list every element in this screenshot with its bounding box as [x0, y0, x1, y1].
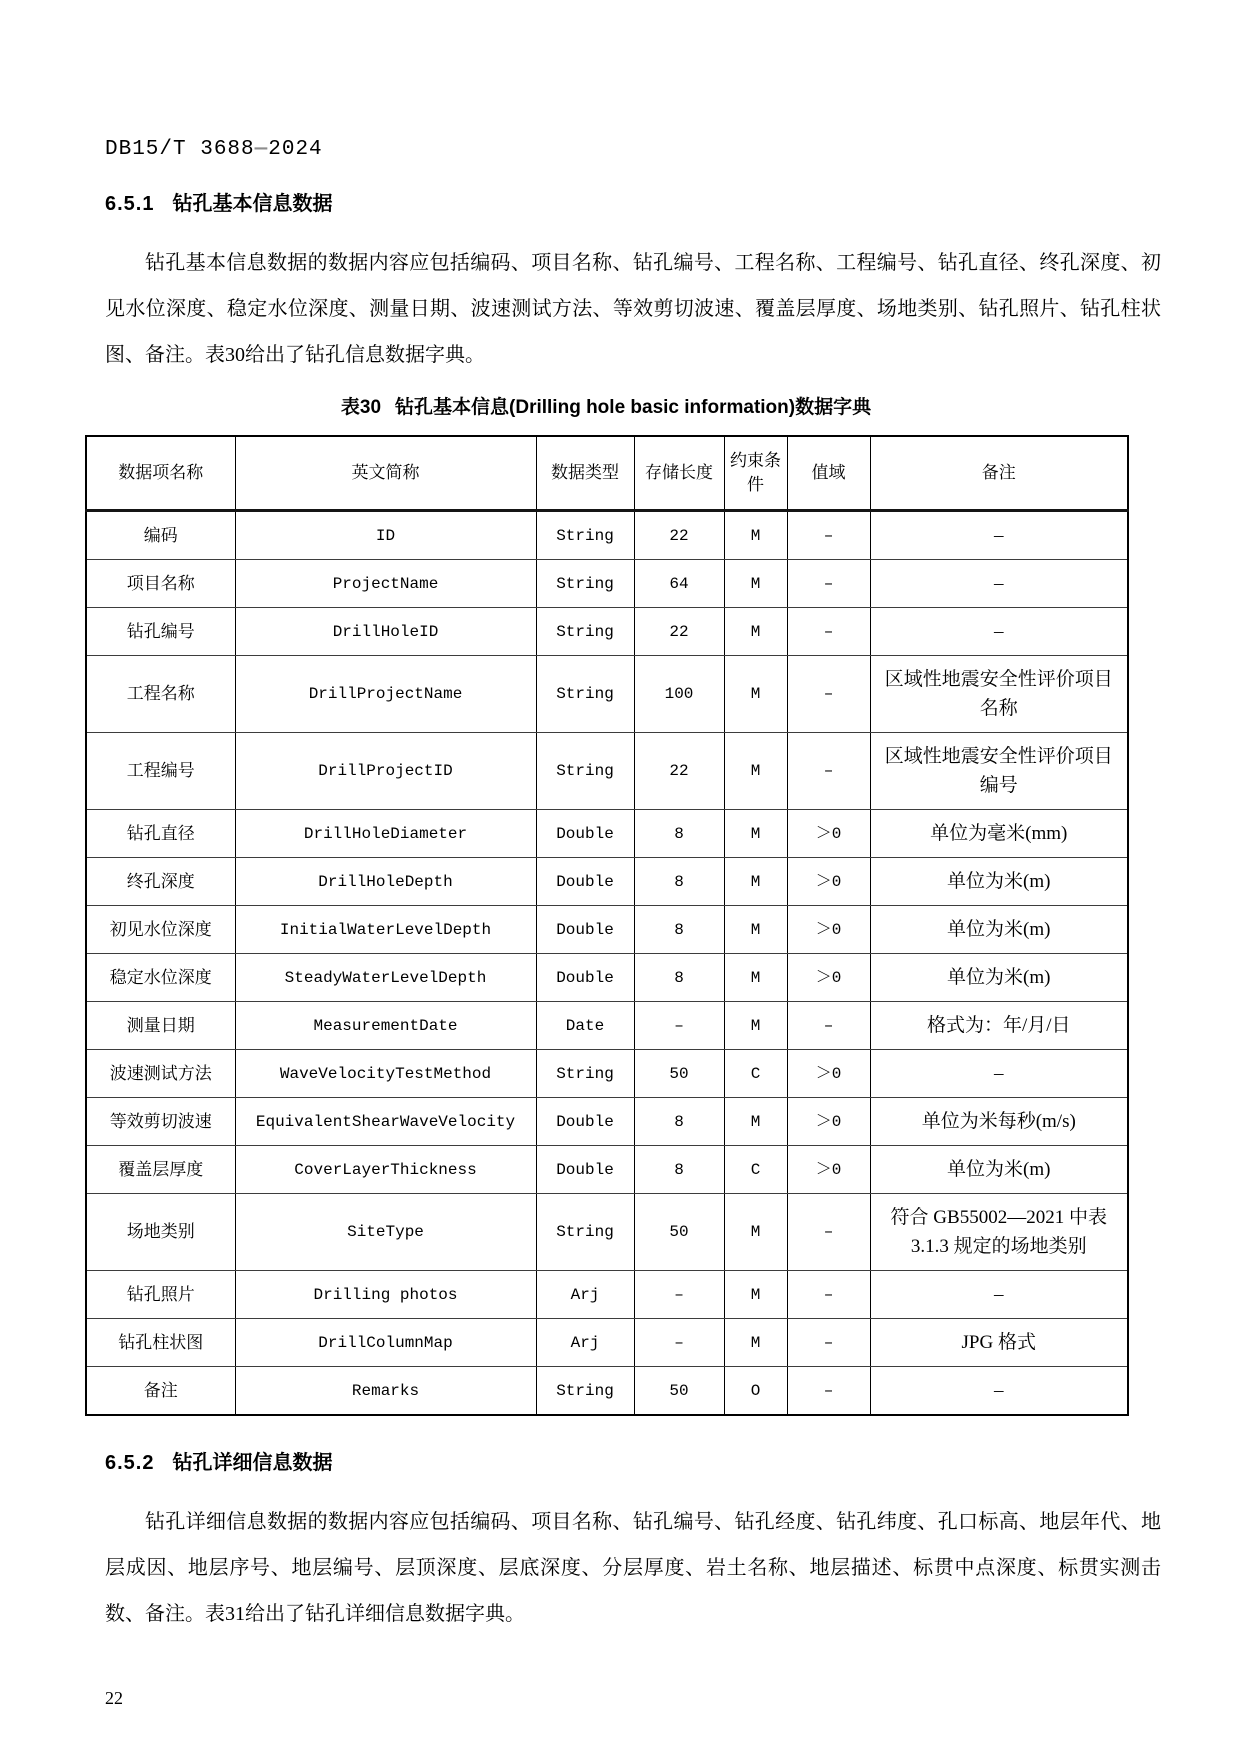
table-cell: 8	[634, 906, 724, 954]
table-row	[86, 1002, 1128, 1050]
standard-code	[105, 138, 1161, 161]
table-cell: Double	[536, 954, 634, 1002]
table-cell: 单位为毫米(mm)	[870, 810, 1128, 858]
table-cell: 波速测试方法	[86, 1050, 235, 1098]
table-cell: 项目名称	[86, 560, 235, 608]
table-cell: 单位为米每秒(m/s)	[870, 1098, 1128, 1146]
table-cell: Double	[536, 810, 634, 858]
table-cell: 钻孔柱状图	[86, 1319, 235, 1367]
table-cell: String	[536, 608, 634, 656]
table-cell: 8	[634, 954, 724, 1002]
section-title: 钻孔基本信息数据	[172, 193, 333, 215]
table-cell: String	[536, 656, 634, 733]
table-cell: 测量日期	[86, 1002, 235, 1050]
table-cell: 工程编号	[86, 733, 235, 810]
table-cell: –	[787, 1367, 870, 1416]
standard-code-prefix: DB15/T 3688	[105, 138, 255, 161]
table-cell: String	[536, 1367, 634, 1416]
table-cell: 单位为米(m)	[870, 858, 1128, 906]
table-row	[86, 1194, 1128, 1271]
table-cell: Double	[536, 858, 634, 906]
table-cell: C	[724, 1050, 787, 1098]
table-cell: –	[870, 1271, 1128, 1319]
table-cell: –	[787, 1002, 870, 1050]
table-row	[86, 511, 1128, 560]
table-cell: 100	[634, 656, 724, 733]
column-header: 英文简称	[235, 436, 536, 511]
table-cell: DrillProjectName	[235, 656, 536, 733]
table-row	[86, 1271, 1128, 1319]
table-row	[86, 810, 1128, 858]
table-cell: 钻孔照片	[86, 1271, 235, 1319]
section-heading-651	[105, 187, 1161, 216]
table-cell: Remarks	[235, 1367, 536, 1416]
table-cell: M	[724, 560, 787, 608]
table-row	[86, 954, 1128, 1002]
table-header-row	[86, 436, 1128, 511]
standard-code-year: 2024	[268, 138, 323, 161]
table-cell: 场地类别	[86, 1194, 235, 1271]
table-row	[86, 1098, 1128, 1146]
table-body	[86, 511, 1128, 1416]
table-cell: EquivalentShearWaveVelocity	[235, 1098, 536, 1146]
table-cell: DrillHoleDepth	[235, 858, 536, 906]
table-cell: SiteType	[235, 1194, 536, 1271]
table-cell: –	[634, 1271, 724, 1319]
table-cell: 22	[634, 511, 724, 560]
table-cell: Arj	[536, 1271, 634, 1319]
table-cell: –	[870, 560, 1128, 608]
table-cell: 50	[634, 1367, 724, 1416]
table-cell: 8	[634, 810, 724, 858]
table-caption-title: 钻孔基本信息(Drilling hole basic information)数据字典	[395, 397, 872, 418]
table-cell: 覆盖层厚度	[86, 1146, 235, 1194]
table-cell: Double	[536, 1146, 634, 1194]
table-cell: ＞0	[787, 1098, 870, 1146]
table-cell: 8	[634, 858, 724, 906]
table-cell: 工程名称	[86, 656, 235, 733]
table-cell: String	[536, 1194, 634, 1271]
table-cell: 22	[634, 733, 724, 810]
table-cell: 钻孔编号	[86, 608, 235, 656]
table-cell: 单位为米(m)	[870, 954, 1128, 1002]
table-cell: 备注	[86, 1367, 235, 1416]
table-cell: InitialWaterLevelDepth	[235, 906, 536, 954]
column-header: 数据项名称	[86, 436, 235, 511]
table-row	[86, 1367, 1128, 1416]
table-cell: M	[724, 733, 787, 810]
table-cell: Date	[536, 1002, 634, 1050]
table-cell: M	[724, 1098, 787, 1146]
table-cell: M	[724, 656, 787, 733]
table-row	[86, 1146, 1128, 1194]
table-cell: String	[536, 733, 634, 810]
table-cell: ＞0	[787, 954, 870, 1002]
table-cell: DrillColumnMap	[235, 1319, 536, 1367]
table-row	[86, 608, 1128, 656]
table-cell: M	[724, 858, 787, 906]
table-cell: CoverLayerThickness	[235, 1146, 536, 1194]
table-cell: ＞0	[787, 906, 870, 954]
table-block	[85, 392, 1127, 1416]
table-cell: Double	[536, 906, 634, 954]
table-row	[86, 560, 1128, 608]
table-cell: ＞0	[787, 858, 870, 906]
table-cell: –	[787, 608, 870, 656]
table-cell: –	[787, 1271, 870, 1319]
table-cell: 64	[634, 560, 724, 608]
table-cell: 区域性地震安全性评价项目编号	[870, 733, 1128, 810]
table-cell: ProjectName	[235, 560, 536, 608]
table-cell: SteadyWaterLevelDepth	[235, 954, 536, 1002]
section-652-paragraph: 钻孔详细信息数据的数据内容应包括编码、项目名称、钻孔编号、钻孔经度、钻孔纬度、孔口标高、地层年代、地层成因、地层序号、地层编号、层顶深度、层底深度、分层厚度、岩土名称、地层描述、标贯中点深度、标贯实测击数、备注。表31给出了钻孔详细信息数据字典。	[105, 1511, 1161, 1625]
table-cell: –	[787, 511, 870, 560]
table-cell: –	[870, 608, 1128, 656]
table-cell: –	[787, 560, 870, 608]
standard-code-dash: —	[254, 138, 269, 161]
table-cell: Double	[536, 1098, 634, 1146]
table-cell: 50	[634, 1194, 724, 1271]
table-cell: 编码	[86, 511, 235, 560]
table-cell: 区域性地震安全性评价项目名称	[870, 656, 1128, 733]
table-cell: ＞0	[787, 1050, 870, 1098]
section-title: 钻孔详细信息数据	[172, 1452, 333, 1474]
table-cell: 8	[634, 1146, 724, 1194]
table-cell: 单位为米(m)	[870, 1146, 1128, 1194]
section-number: 6.5.1	[105, 193, 155, 215]
table-row	[86, 906, 1128, 954]
table-cell: –	[870, 511, 1128, 560]
table-cell: ID	[235, 511, 536, 560]
table-cell: M	[724, 1319, 787, 1367]
table-cell: O	[724, 1367, 787, 1416]
table-cell: Arj	[536, 1319, 634, 1367]
table-cell: –	[787, 733, 870, 810]
table-cell: M	[724, 1271, 787, 1319]
table-cell: –	[634, 1002, 724, 1050]
table-cell: M	[724, 511, 787, 560]
table-cell: String	[536, 1050, 634, 1098]
table-cell: 50	[634, 1050, 724, 1098]
table-cell: M	[724, 906, 787, 954]
column-header: 数据类型	[536, 436, 634, 511]
table-cell: M	[724, 1194, 787, 1271]
table-cell: 钻孔直径	[86, 810, 235, 858]
table-row	[86, 1050, 1128, 1098]
column-header: 约束条件	[724, 436, 787, 511]
table-cell: ＞0	[787, 810, 870, 858]
column-header: 存储长度	[634, 436, 724, 511]
table-cell: –	[787, 1319, 870, 1367]
table-cell: –	[870, 1367, 1128, 1416]
table-cell: 符合 GB55002—2021 中表 3.1.3 规定的场地类别	[870, 1194, 1128, 1271]
table-cell: M	[724, 954, 787, 1002]
table-cell: 单位为米(m)	[870, 906, 1128, 954]
table-cell: 终孔深度	[86, 858, 235, 906]
section-heading-652	[105, 1446, 1161, 1475]
column-header: 值域	[787, 436, 870, 511]
table-cell: ＞0	[787, 1146, 870, 1194]
table-cell: –	[787, 656, 870, 733]
table-caption	[85, 392, 1127, 419]
table-row	[86, 1319, 1128, 1367]
table-row	[86, 733, 1128, 810]
table-cell: 22	[634, 608, 724, 656]
table-cell: –	[787, 1194, 870, 1271]
data-dictionary-table	[85, 435, 1129, 1416]
column-header: 备注	[870, 436, 1128, 511]
table-cell: 等效剪切波速	[86, 1098, 235, 1146]
table-cell: C	[724, 1146, 787, 1194]
page-number: 22	[105, 1688, 123, 1708]
table-cell: M	[724, 1002, 787, 1050]
table-cell: String	[536, 511, 634, 560]
table-cell: M	[724, 608, 787, 656]
table-cell: –	[870, 1050, 1128, 1098]
table-cell: MeasurementDate	[235, 1002, 536, 1050]
table-cell: DrillHoleDiameter	[235, 810, 536, 858]
table-cell: DrillProjectID	[235, 733, 536, 810]
table-cell: –	[634, 1319, 724, 1367]
table-cell: DrillHoleID	[235, 608, 536, 656]
table-caption-label: 表30	[340, 397, 382, 418]
table-row	[86, 656, 1128, 733]
table-cell: M	[724, 810, 787, 858]
section-651-paragraph: 钻孔基本信息数据的数据内容应包括编码、项目名称、钻孔编号、工程名称、工程编号、钻孔直径、终孔深度、初见水位深度、稳定水位深度、测量日期、波速测试方法、等效剪切波速、覆盖层厚度、场地类别、钻孔照片、钻孔柱状图、备注。表30给出了钻孔信息数据字典。	[105, 252, 1161, 366]
table-cell: 格式为：年/月/日	[870, 1002, 1128, 1050]
table-row	[86, 858, 1128, 906]
table-cell: WaveVelocityTestMethod	[235, 1050, 536, 1098]
table-cell: Drilling photos	[235, 1271, 536, 1319]
table-cell: 稳定水位深度	[86, 954, 235, 1002]
table-cell: String	[536, 560, 634, 608]
table-cell: JPG 格式	[870, 1319, 1128, 1367]
section-number: 6.5.2	[105, 1452, 155, 1474]
table-cell: 初见水位深度	[86, 906, 235, 954]
table-cell: 8	[634, 1098, 724, 1146]
